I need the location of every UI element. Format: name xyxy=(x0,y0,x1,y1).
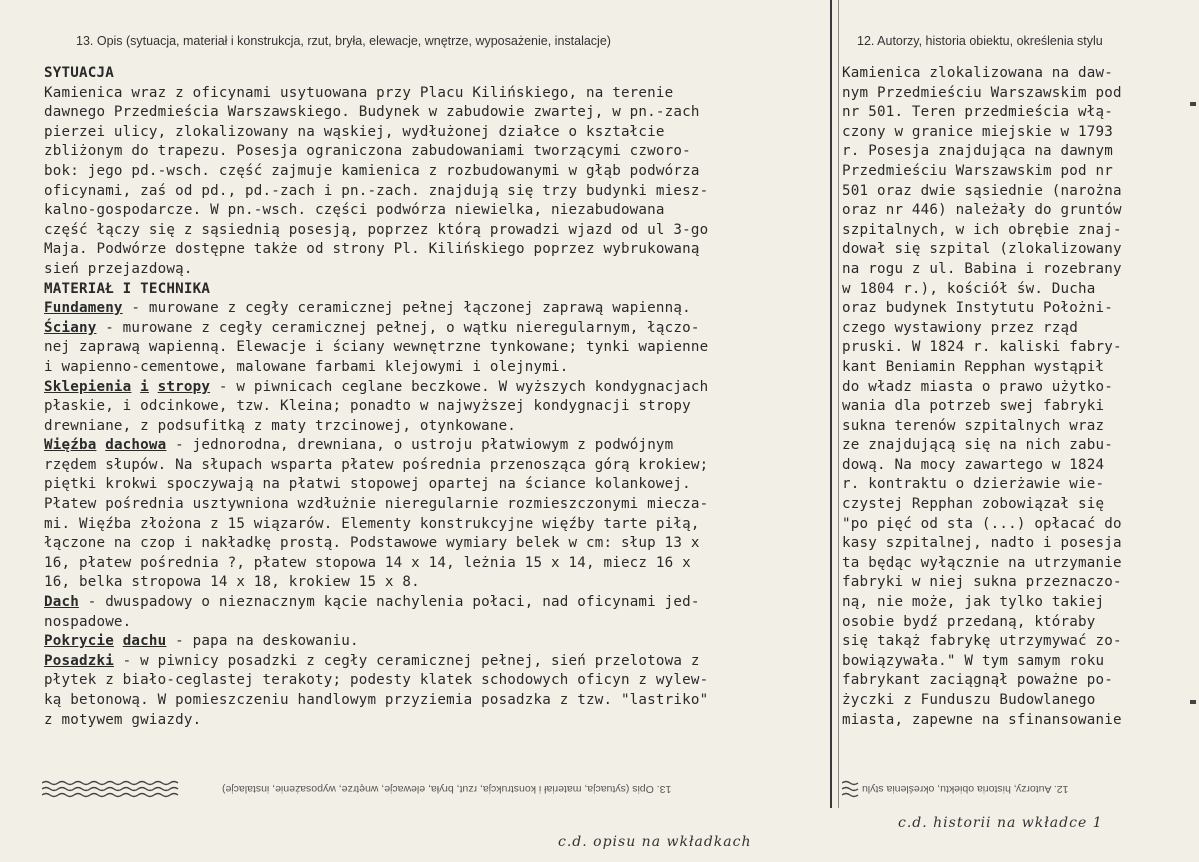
margin-mark xyxy=(1190,700,1196,704)
margin-mark xyxy=(1190,102,1196,106)
dach-label: Dach xyxy=(44,594,79,611)
text-line: z motywem gwiazdy. xyxy=(44,711,202,728)
history-line: czony w granice miejskie w 1793 xyxy=(842,123,1113,140)
history-line: kasy szpitalnej, nadto i posesja xyxy=(842,535,1122,552)
continuation-note-history: c.d. historii na wkładce 1 xyxy=(898,815,1103,831)
text-line: mi. Więźba złożona z 15 wiązarów. Elementy konstrukcyjne więźby tarte piłą, xyxy=(44,515,700,532)
text-line: nej zaprawą wapienną. Elewacje i ściany wewnętrzne tynkowane; tynki wapienne xyxy=(44,339,709,356)
history-line: r. kontraktu o dzierżawie wie- xyxy=(842,476,1105,493)
history-line: dową. Na mocy zawartego w 1824 xyxy=(842,456,1105,473)
fundamenty-label: Fundameny xyxy=(44,300,123,317)
text-line: oficynami, zaś od pd., pd.-zach i pn.-zach. znajdują się trzy budynki miesz- xyxy=(44,182,709,199)
sklepienia-text: - w piwnicach ceglane beczkowe. W wyższych kondygnacjach xyxy=(210,378,709,395)
dach-line xyxy=(44,593,828,613)
history-line: fabrykant zaciągnął poważne po- xyxy=(842,672,1113,689)
dachowa-label: dachowa xyxy=(105,437,167,454)
history-line: na rogu z ul. Babina i rozebrany xyxy=(842,260,1122,277)
history-line: dował się szpital (zlokalizowany xyxy=(842,241,1122,258)
history-line: czego wystawiony przez rząd xyxy=(842,319,1079,336)
history-line: wania dla potrzeb swej fabryki xyxy=(842,398,1105,415)
dach-text: - dwuspadowy o nieznacznym kącie nachylenia połaci, nad oficynami jed- xyxy=(78,594,700,611)
pokrycie-line xyxy=(44,632,828,652)
text-line: bok: jego pd.-wsch. część zajmuje kamienica z rozbudowanymi w głąb podwórza xyxy=(44,162,700,179)
text-line: piętki krokwi spoczywają na płatwi stopowej opartej na ściance kolankowej. xyxy=(44,476,691,493)
history-line: osobie bydź przedaną, któraby xyxy=(842,613,1096,630)
posadzki-text: - w piwnicy posadzki z cegły ceramicznej pełnej, sień przelotowa z xyxy=(113,652,700,669)
sklepienia-label: Sklepienia xyxy=(44,378,132,395)
posadzki-label: Posadzki xyxy=(44,652,114,669)
text-line: 16, płatew pośrednia ?, płatew stopowa 14 x 14, leżnia 15 x 14, miecz 16 x xyxy=(44,554,691,571)
wiezba-line xyxy=(44,436,828,456)
pokrycie-text: - papa na deskowaniu. xyxy=(166,633,359,650)
sciany-text: - murowane z cegły ceramicznej pełnej, o wątku nieregularnym, łączo- xyxy=(96,319,700,336)
history-line: nr 501. Teren przedmieścia włą- xyxy=(842,104,1113,121)
section-13-header: 13. Opis (sytuacja, materiał i konstrukcja, rzut, bryła, elewacje, wnętrze, wyposażenie, instalacje) xyxy=(76,34,611,48)
text-line: zbliżonym do trapezu. Posesja ograniczona zabudowaniami tworzącymi czworo- xyxy=(44,143,691,160)
column-divider xyxy=(830,0,832,808)
text-line: rzędem słupów. Na słupach wsparta płatew pośrednia przenosząca górą krokiew; xyxy=(44,456,709,473)
text-line: płaskie, i odcinkowe, tzw. Kleina; ponadto w najwyższej kondygnacji stropy xyxy=(44,398,691,415)
fundamenty-line xyxy=(44,299,828,319)
mirrored-header-left: 13. Opis (sytuacja, materiał i konstrukcja, rzut, bryła, elewacje, wnętrze, wyposażenie, instalacje) xyxy=(222,783,672,795)
history-line: ną, nie może, jak tylko takiej xyxy=(842,594,1105,611)
sklepienia-label-i: i xyxy=(140,378,149,395)
text-line: Maja. Podwórze dostępne także od strony Pl. Kilińskiego poprzez wybrukowaną xyxy=(44,241,700,258)
wiezba-text: - jednorodna, drewniana, o ustroju płatwiowym z podwójnym xyxy=(166,437,674,454)
history-line: r. Posesja znajdująca na dawnym xyxy=(842,143,1113,160)
history-line: miasta, zapewne na sfinansowanie xyxy=(842,711,1122,728)
history-line: w 1804 r.), kościół św. Ducha xyxy=(842,280,1096,297)
text-line: nospadowe. xyxy=(44,613,132,630)
material-heading: MATERIAŁ I TECHNIKA xyxy=(44,280,211,297)
history-line: Kamienica zlokalizowana na daw- xyxy=(842,65,1113,81)
history-line: Przedmieściu Warszawskim pod nr xyxy=(842,162,1113,179)
text-line: łączone na czop i nakładkę prostą. Podstawowe wymiary belek w cm: słup 13 x xyxy=(44,535,700,552)
history-line: oraz nr 446) należały do gruntów xyxy=(842,202,1122,219)
text-line: drewniane, z podsufitką z maty trzcinowej, otynkowane. xyxy=(44,417,517,434)
stropy-label: stropy xyxy=(157,378,211,395)
history-line: pruski. W 1824 r. kaliski fabry- xyxy=(842,339,1122,356)
pokrycie-label: Pokrycie xyxy=(44,633,114,650)
text-line: część łączy się z sąsiednią posesją, poprzez którą prowadzi wjazd od ul 3-go xyxy=(44,221,709,238)
text-line: i wapienno-cementowe, malowane farbami klejowymi i olejnymi. xyxy=(44,358,569,375)
text-line: kalno-gospodarcze. W pn.-wsch. części podwórza niewielka, niezabudowana xyxy=(44,202,665,219)
text-line: ką betonową. W pomieszczeniu handlowym przyziemia posadzka z tzw. "lastriko" xyxy=(44,692,709,708)
history-line: do władz miasta o prawo użytko- xyxy=(842,378,1113,395)
dachu-label: dachu xyxy=(122,633,167,650)
history-line: sukna terenów szpitalnych wraz xyxy=(842,417,1105,434)
sciany-label: Ściany xyxy=(44,319,97,336)
history-line: się takąż fabrykę utrzymywać zo- xyxy=(842,633,1122,650)
sklepienia-line xyxy=(44,378,828,398)
text-line: dawnego Przedmieścia Warszawskiego. Budynek w zabudowie zwartej, w pn.-zach xyxy=(44,104,700,121)
text-line: płytek z biało-ceglastej terakoty; podesty klatek schodowych oficyn z wylew- xyxy=(44,672,709,689)
history-line: życzki z Funduszu Budowlanego xyxy=(842,692,1096,708)
sytuacja-heading: SYTUACJA xyxy=(44,65,114,81)
history-line: kant Beniamin Repphan wystąpił xyxy=(842,358,1105,375)
text-line: sień przejazdową. xyxy=(44,260,193,277)
history-column xyxy=(842,64,1172,730)
history-line: czystej Repphan zobowiązał się xyxy=(842,496,1105,513)
fundamenty-text: - murowane z cegły ceramicznej pełnej łączonej zaprawą wapienną. xyxy=(122,300,691,317)
wavy-divider-left xyxy=(42,777,828,803)
description-column xyxy=(44,64,828,730)
column-divider-secondary xyxy=(838,0,839,808)
posadzki-line xyxy=(44,652,828,672)
history-line: 501 oraz dwie sąsiednie (narożna xyxy=(842,182,1122,199)
mirrored-header-right: 12. Autorzy, historia obiektu, określenia stylu xyxy=(862,783,1069,795)
history-line: szpitalnych, w ich obrębie znaj- xyxy=(842,221,1122,238)
history-line: ze znajdującą się na nich zabu- xyxy=(842,437,1113,454)
history-line: nym Przedmieściu Warszawskim pod xyxy=(842,84,1122,101)
wavy-divider-right xyxy=(842,777,1186,803)
history-line: fabryki w niej sukna przeznaczo- xyxy=(842,574,1122,591)
history-line: oraz budynek Instytutu Położni- xyxy=(842,300,1113,317)
section-12-header: 12. Autorzy, historia obiektu, określenia stylu xyxy=(857,34,1103,48)
text-line: 16, belka stropowa 14 x 18, krokiew 15 x 8. xyxy=(44,574,420,591)
text-line: Kamienica wraz z oficynami usytuowana przy Placu Kilińskiego, na terenie xyxy=(44,84,674,101)
sciany-line xyxy=(44,319,828,339)
history-line: bowiązywała." W tym samym roku xyxy=(842,652,1105,669)
history-line: "po pięć od sta (...) opłacać do xyxy=(842,515,1122,532)
history-line: ta będąc wyłącznie na utrzymanie xyxy=(842,554,1122,571)
continuation-note-description: c.d. opisu na wkładkach xyxy=(558,834,752,850)
wiezba-label: Więźba xyxy=(44,437,97,454)
text-line: pierzei ulicy, zlokalizowany na wąskiej, wydłużonej działce o kształcie xyxy=(44,123,665,140)
text-line: Płatew pośrednia usztywniona wzdłużnie nieregularnie rozmieszczonymi miecza- xyxy=(44,496,709,513)
